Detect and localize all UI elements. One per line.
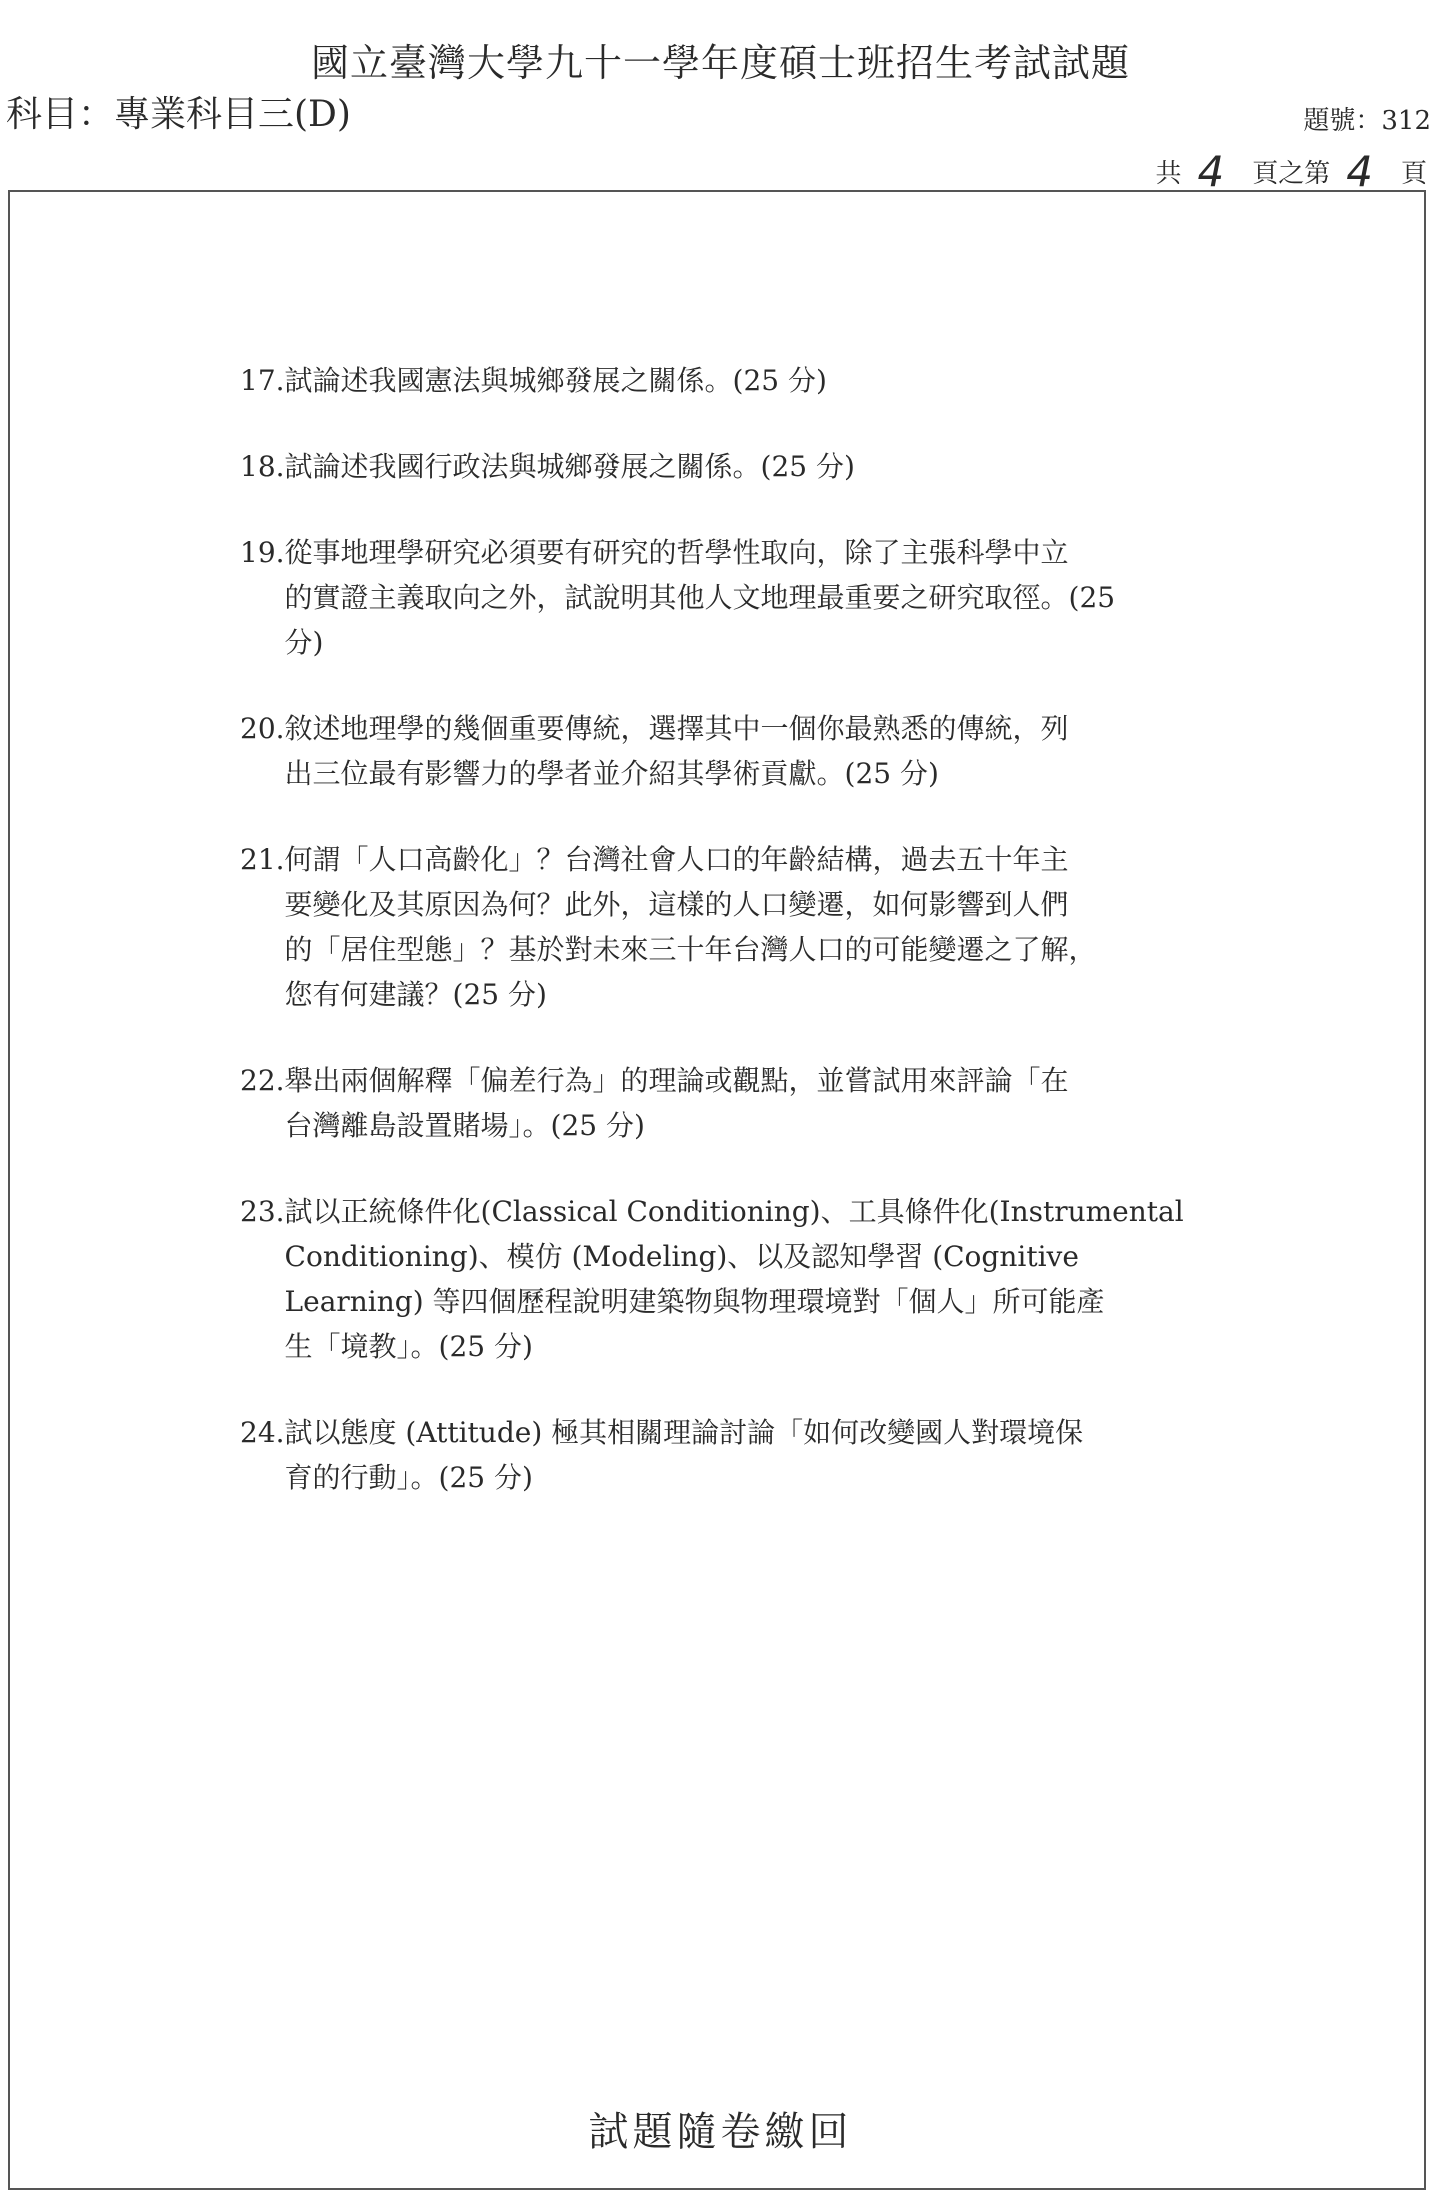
question-line: 的實證主義取向之外，試說明其他人文地理最重要之研究取徑。(25 — [284, 581, 1116, 614]
question-text — [285, 706, 1200, 796]
question-number: 17. — [240, 364, 285, 397]
question-line: 分) — [284, 626, 324, 659]
question-text — [285, 1410, 1200, 1500]
question-text — [285, 444, 1200, 489]
question-line: 試論述我國憲法與城鄉發展之關係。(25 分) — [284, 364, 827, 397]
page-current-handwritten: 4 — [1346, 147, 1373, 196]
question-line: 試以正統條件化(Classical Conditioning)、工具條件化(Instrumental — [284, 1195, 1184, 1228]
subject-label: 科目：專業科目三(D) — [6, 94, 351, 135]
question-text — [285, 1058, 1200, 1148]
question-item — [240, 837, 1200, 1017]
question-code: 題號：312 — [1303, 106, 1431, 136]
question-item — [240, 358, 1200, 403]
question-number: 22. — [240, 1064, 285, 1097]
question-item — [240, 530, 1200, 665]
question-item — [240, 1189, 1200, 1369]
question-line: Learning) 等四個歷程說明建築物與物理環境對「個人」所可能產 — [284, 1285, 1105, 1318]
question-line: 的「居住型態」？基於對未來三十年台灣人口的可能變遷之了解， — [284, 933, 1097, 966]
pages-mid: 頁之第 — [1252, 159, 1331, 189]
question-line: 試以態度 (Attitude) 極其相關理論討論「如何改變國人對環境保 — [284, 1416, 1084, 1449]
question-list — [240, 358, 1200, 1541]
question-line: 舉出兩個解釋「偏差行為」的理論或觀點，並嘗試用來評論「在 — [284, 1064, 1069, 1097]
question-line: 從事地理學研究必須要有研究的哲學性取向，除了主張科學中立 — [284, 536, 1069, 569]
exam-title: 國立臺灣大學九十一學年度碩士班招生考試試題 — [310, 41, 1130, 85]
question-text — [285, 837, 1200, 1017]
question-number: 19. — [240, 536, 285, 569]
question-line: 您有何建議？(25 分) — [284, 978, 547, 1011]
question-item — [240, 706, 1200, 796]
question-text — [285, 1189, 1200, 1369]
question-line: Conditioning)、模仿 (Modeling)、以及認知學習 (Cognitive — [284, 1240, 1079, 1273]
question-line: 出三位最有影響力的學者並介紹其學術貢獻。(25 分) — [284, 757, 939, 790]
question-line: 試論述我國行政法與城鄉發展之關係。(25 分) — [284, 450, 855, 483]
question-item — [240, 444, 1200, 489]
question-line: 何謂「人口高齡化」？台灣社會人口的年齡結構，過去五十年主 — [284, 843, 1069, 876]
question-number: 20. — [240, 712, 285, 745]
question-line: 要變化及其原因為何？此外，這樣的人口變遷，如何影響到人們 — [284, 888, 1069, 921]
question-number: 23. — [240, 1195, 285, 1228]
question-item — [240, 1058, 1200, 1148]
pages-total-handwritten: 4 — [1197, 147, 1225, 196]
question-number: 24. — [240, 1416, 285, 1449]
question-item — [240, 1410, 1200, 1500]
question-line: 敘述地理學的幾個重要傳統，選擇其中一個你最熟悉的傳統，列 — [284, 712, 1069, 745]
question-number: 21. — [240, 843, 285, 876]
pages-prefix: 共 — [1155, 159, 1182, 189]
question-text — [285, 530, 1200, 665]
return-notice: 試題隨卷繳回 — [588, 2109, 853, 2155]
question-number: 18. — [240, 450, 285, 483]
question-line: 生「境教」。(25 分) — [284, 1330, 533, 1363]
question-line: 育的行動」。(25 分) — [284, 1461, 533, 1494]
question-line: 台灣離島設置賭場」。(25 分) — [284, 1109, 645, 1142]
page-count — [1155, 143, 1427, 196]
pages-suffix: 頁 — [1400, 159, 1427, 189]
question-text — [285, 358, 1200, 403]
